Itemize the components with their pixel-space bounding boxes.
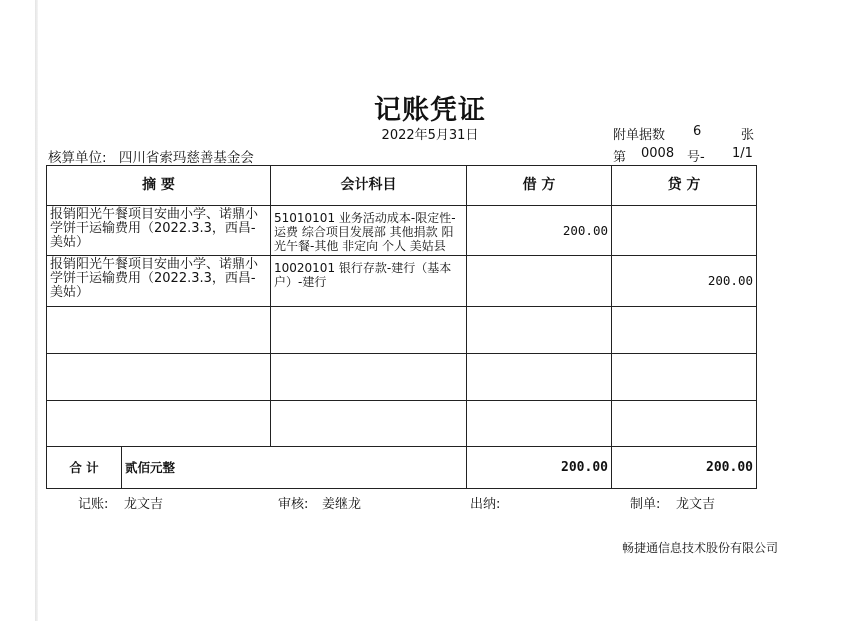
preparer-name: 龙文吉 [676,497,716,512]
attachments-label: 附单据数 [613,128,666,143]
voucher-no-prefix: 第 [613,150,627,165]
accounting-unit [48,146,254,166]
header-credit: 贷 方 [612,166,757,206]
table-total-row [47,447,757,489]
table-row-empty [47,400,757,447]
table-row [47,205,757,256]
bookkeeper-name: 龙文吉 [124,497,164,512]
table-header-row [47,166,757,206]
entry-subject: 10020101 银行存款-建行（基本户）-建行 [271,256,467,307]
entry-debit [467,256,612,307]
accounting-unit-value: 四川省索玛慈善基金会 [118,150,254,166]
scan-edge-line [35,0,38,621]
table-row [47,256,757,307]
cashier-label: 出纳: [470,497,501,512]
entry-summary: 报销阳光午餐项目安曲小学、诺鼎小学饼干运输费用（2022.3.3，西昌-美姑） [47,205,271,256]
reviewer-label: 审核: [278,497,309,512]
total-debit: 200.00 [467,447,612,489]
voucher-page: 1/1 [732,146,753,161]
company-name: 畅捷通信息技术股份有限公司 [622,541,779,555]
entry-credit [612,205,757,256]
table-row-empty [47,307,757,354]
voucher-title: 记账凭证 [374,95,486,126]
total-label: 合 计 [47,447,122,489]
empty-cell [47,353,271,400]
attachments-unit: 张 [741,128,755,143]
bookkeeper-label: 记账: [78,497,109,512]
entry-debit: 200.00 [467,205,612,256]
empty-cell [467,307,612,354]
entry-summary: 报销阳光午餐项目安曲小学、诺鼎小学饼干运输费用（2022.3.3，西昌-美姑） [47,256,271,307]
total-credit: 200.00 [612,447,757,489]
voucher-date: 2022年5月31日 [381,128,479,143]
empty-cell [47,400,271,447]
entry-credit: 200.00 [612,256,757,307]
empty-cell [271,400,467,447]
header-summary: 摘 要 [47,166,271,206]
empty-cell [612,353,757,400]
table-row-empty [47,353,757,400]
accounting-unit-label: 核算单位: [48,150,107,166]
voucher-no-suffix: 号- [687,150,705,165]
voucher-table [46,165,757,489]
header-debit: 借 方 [467,166,612,206]
attachments-count: 6 [693,124,702,139]
empty-cell [612,307,757,354]
total-amount-words: 贰佰元整 [122,447,467,489]
header-subject: 会计科目 [271,166,467,206]
empty-cell [271,353,467,400]
empty-cell [271,307,467,354]
entry-subject: 51010101 业务活动成本-限定性-运费 综合项目发展部 其他捐款 阳光午餐-其他 非定向 个人 美姑县 [271,205,467,256]
empty-cell [47,307,271,354]
empty-cell [612,400,757,447]
empty-cell [467,400,612,447]
empty-cell [467,353,612,400]
voucher-no-number: 0008 [641,146,675,161]
reviewer-name: 姜继龙 [322,497,362,512]
preparer-label: 制单: [630,497,661,512]
